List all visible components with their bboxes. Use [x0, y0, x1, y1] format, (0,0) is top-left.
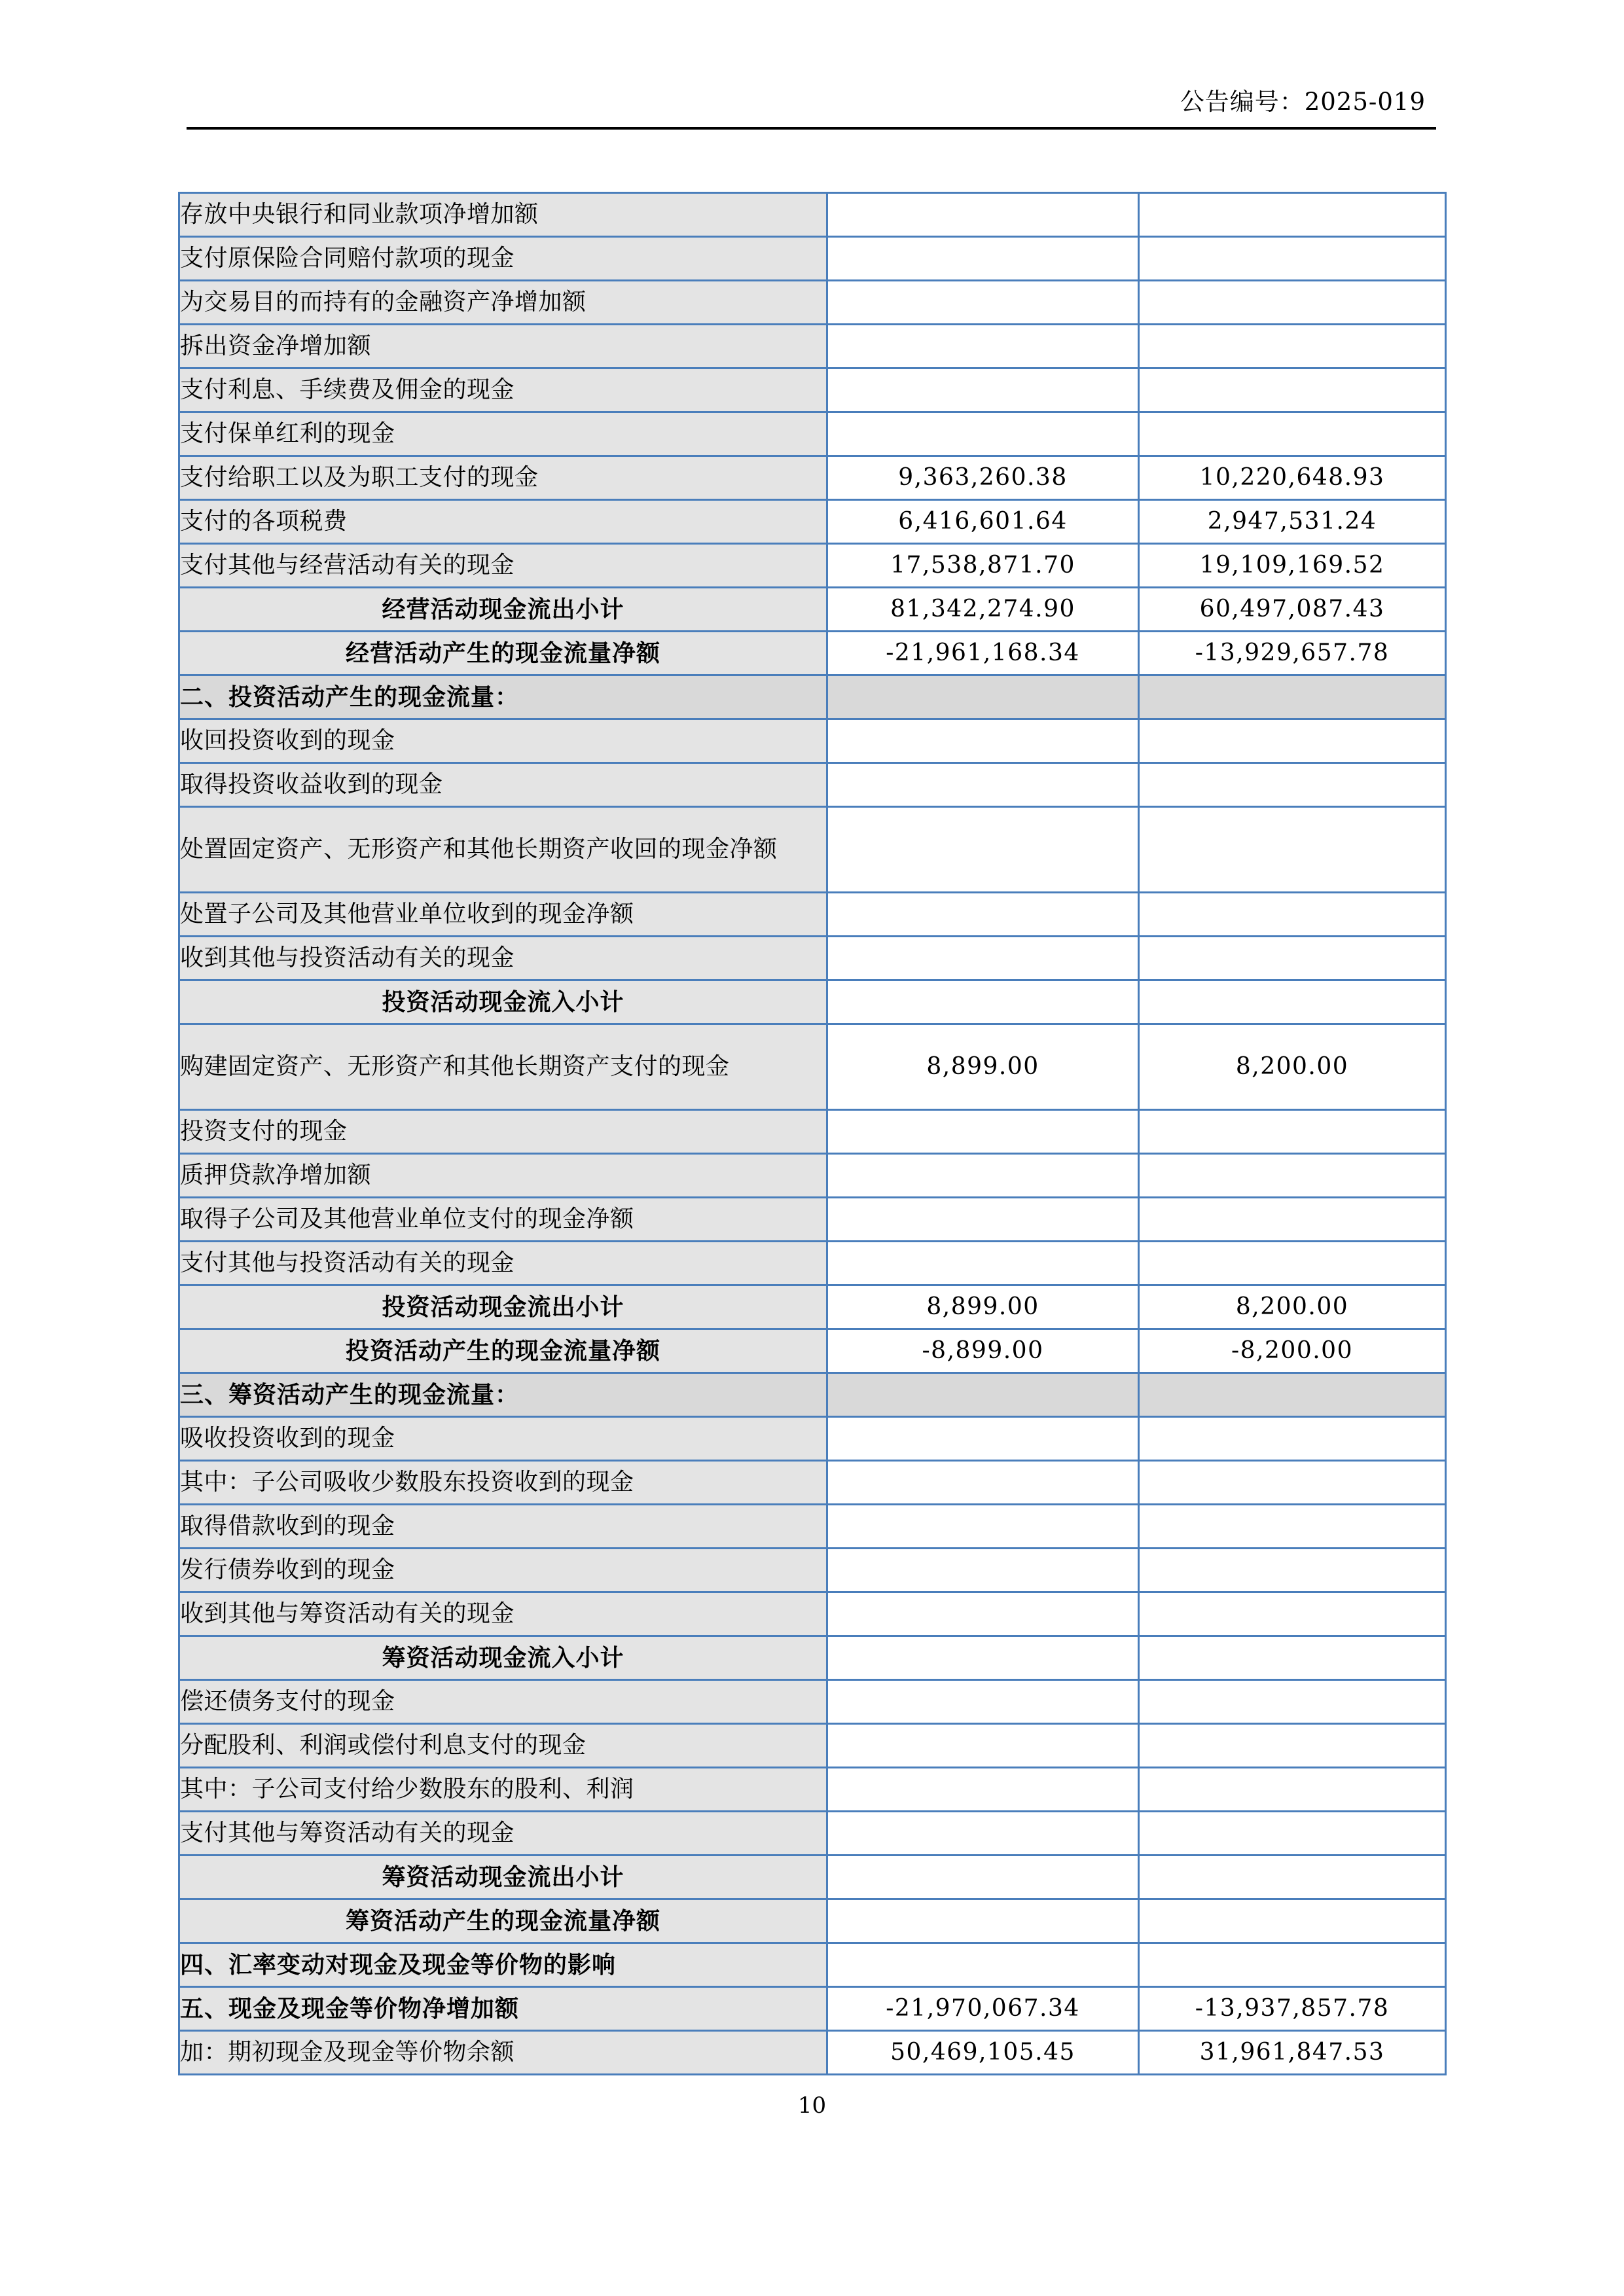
row-value-current-period: [827, 237, 1139, 281]
table-row: [179, 893, 1446, 937]
table-row: [179, 1198, 1446, 1242]
table-row: [179, 193, 1446, 237]
row-value-prior-period: [1139, 325, 1446, 368]
row-value-current-period: [827, 1461, 1139, 1505]
row-value-prior-period: [1139, 1680, 1446, 1724]
row-value-current-period: [827, 325, 1139, 368]
row-value-prior-period: [1139, 1505, 1446, 1549]
table-row: [179, 456, 1446, 500]
row-label: 支付原保险合同赔付款项的现金: [179, 237, 827, 281]
row-value-current-period: [827, 1505, 1139, 1549]
row-value-current-period: 8,899.00: [827, 1024, 1139, 1110]
row-label: 发行债券收到的现金: [179, 1549, 827, 1592]
table-row: [179, 1373, 1446, 1417]
table-row: [179, 1899, 1446, 1943]
header-rule: [187, 127, 1436, 130]
row-value-current-period: [827, 1636, 1139, 1680]
table-row: [179, 588, 1446, 632]
row-label: 经营活动产生的现金流量净额: [179, 632, 827, 675]
row-value-prior-period: [1139, 675, 1446, 719]
row-label: 吸收投资收到的现金: [179, 1417, 827, 1461]
row-value-prior-period: 31,961,847.53: [1139, 2031, 1446, 2075]
row-value-prior-period: 8,200.00: [1139, 1024, 1446, 1110]
row-label: 分配股利、利润或偿付利息支付的现金: [179, 1724, 827, 1768]
row-label: 取得借款收到的现金: [179, 1505, 827, 1549]
table-row: [179, 1505, 1446, 1549]
table-row: [179, 1549, 1446, 1592]
row-value-current-period: 81,342,274.90: [827, 588, 1139, 632]
row-label: 收到其他与筹资活动有关的现金: [179, 1592, 827, 1636]
table-row: [179, 1636, 1446, 1680]
row-value-prior-period: [1139, 368, 1446, 412]
table-row: [179, 544, 1446, 588]
table-row: [179, 412, 1446, 456]
row-label: 其中：子公司吸收少数股东投资收到的现金: [179, 1461, 827, 1505]
row-label: 筹资活动产生的现金流量净额: [179, 1899, 827, 1943]
row-value-prior-period: 60,497,087.43: [1139, 588, 1446, 632]
row-value-prior-period: -13,929,657.78: [1139, 632, 1446, 675]
table-row: [179, 632, 1446, 675]
page-number: 10: [797, 2092, 827, 2119]
row-value-current-period: 50,469,105.45: [827, 2031, 1139, 2075]
row-value-current-period: [827, 281, 1139, 325]
row-label: 筹资活动现金流出小计: [179, 1856, 827, 1899]
table-row: [179, 281, 1446, 325]
row-value-current-period: [827, 1592, 1139, 1636]
row-value-prior-period: -8,200.00: [1139, 1329, 1446, 1373]
table-row: [179, 980, 1446, 1024]
row-value-prior-period: [1139, 893, 1446, 937]
table-row: [179, 1024, 1446, 1110]
row-value-current-period: [827, 1373, 1139, 1417]
row-value-prior-period: [1139, 980, 1446, 1024]
table-row: [179, 719, 1446, 763]
row-value-prior-period: [1139, 1373, 1446, 1417]
row-value-current-period: [827, 1154, 1139, 1198]
row-value-prior-period: [1139, 1417, 1446, 1461]
row-value-current-period: [827, 893, 1139, 937]
row-value-prior-period: 19,109,169.52: [1139, 544, 1446, 588]
row-value-current-period: 8,899.00: [827, 1285, 1139, 1329]
row-label: 偿还债务支付的现金: [179, 1680, 827, 1724]
table-row: [179, 1242, 1446, 1285]
table-row: [179, 500, 1446, 544]
row-value-current-period: [827, 1724, 1139, 1768]
table-row: [179, 763, 1446, 807]
row-value-current-period: [827, 1110, 1139, 1154]
row-value-prior-period: [1139, 1943, 1446, 1987]
row-value-current-period: -8,899.00: [827, 1329, 1139, 1373]
table-row: [179, 807, 1446, 893]
row-value-prior-period: [1139, 1198, 1446, 1242]
row-label: 四、汇率变动对现金及现金等价物的影响: [179, 1943, 827, 1987]
row-value-prior-period: [1139, 1768, 1446, 1812]
table-row: [179, 2031, 1446, 2075]
table-row: [179, 237, 1446, 281]
table-row: [179, 1856, 1446, 1899]
row-value-current-period: [827, 1899, 1139, 1943]
row-value-prior-period: [1139, 719, 1446, 763]
row-label: 拆出资金净增加额: [179, 325, 827, 368]
row-value-current-period: [827, 1856, 1139, 1899]
cash-flow-table: [178, 192, 1447, 2075]
row-label: 支付保单红利的现金: [179, 412, 827, 456]
row-value-prior-period: [1139, 1856, 1446, 1899]
row-label: 加：期初现金及现金等价物余额: [179, 2031, 827, 2075]
row-value-current-period: 6,416,601.64: [827, 500, 1139, 544]
row-value-prior-period: [1139, 1592, 1446, 1636]
row-value-prior-period: [1139, 1242, 1446, 1285]
row-label: 支付给职工以及为职工支付的现金: [179, 456, 827, 500]
row-value-prior-period: [1139, 193, 1446, 237]
row-value-prior-period: 2,947,531.24: [1139, 500, 1446, 544]
row-value-prior-period: [1139, 1461, 1446, 1505]
table-row: [179, 1724, 1446, 1768]
row-value-current-period: [827, 807, 1139, 893]
row-value-current-period: [827, 980, 1139, 1024]
row-label: 投资支付的现金: [179, 1110, 827, 1154]
row-value-current-period: [827, 719, 1139, 763]
row-value-prior-period: [1139, 1812, 1446, 1856]
row-value-current-period: 9,363,260.38: [827, 456, 1139, 500]
table-row: [179, 1154, 1446, 1198]
row-label: 二、投资活动产生的现金流量：: [179, 675, 827, 719]
row-value-current-period: 17,538,871.70: [827, 544, 1139, 588]
row-value-prior-period: [1139, 237, 1446, 281]
row-value-current-period: [827, 1768, 1139, 1812]
row-value-current-period: [827, 368, 1139, 412]
row-label: 经营活动现金流出小计: [179, 588, 827, 632]
table-row: [179, 937, 1446, 980]
row-value-prior-period: [1139, 937, 1446, 980]
row-value-prior-period: [1139, 1899, 1446, 1943]
row-value-current-period: [827, 763, 1139, 807]
row-label: 处置固定资产、无形资产和其他长期资产收回的现金净额: [179, 807, 827, 893]
row-label: 三、筹资活动产生的现金流量：: [179, 1373, 827, 1417]
row-label: 支付其他与筹资活动有关的现金: [179, 1812, 827, 1856]
table-row: [179, 1680, 1446, 1724]
row-value-prior-period: [1139, 1724, 1446, 1768]
row-label: 支付的各项税费: [179, 500, 827, 544]
cash-flow-table-body: [179, 193, 1446, 2075]
table-row: [179, 1329, 1446, 1373]
table-row: [179, 1110, 1446, 1154]
row-label: 支付其他与经营活动有关的现金: [179, 544, 827, 588]
row-label: 支付利息、手续费及佣金的现金: [179, 368, 827, 412]
row-label: 投资活动现金流入小计: [179, 980, 827, 1024]
row-value-current-period: [827, 1242, 1139, 1285]
cash-flow-statement-table: [178, 192, 1445, 2075]
row-label: 处置子公司及其他营业单位收到的现金净额: [179, 893, 827, 937]
row-label: 质押贷款净增加额: [179, 1154, 827, 1198]
row-value-current-period: [827, 1943, 1139, 1987]
row-label: 收到其他与投资活动有关的现金: [179, 937, 827, 980]
row-label: 收回投资收到的现金: [179, 719, 827, 763]
row-value-current-period: -21,961,168.34: [827, 632, 1139, 675]
row-value-prior-period: [1139, 807, 1446, 893]
row-value-prior-period: 10,220,648.93: [1139, 456, 1446, 500]
row-label: 其中：子公司支付给少数股东的股利、利润: [179, 1768, 827, 1812]
row-label: 支付其他与投资活动有关的现金: [179, 1242, 827, 1285]
row-label: 投资活动现金流出小计: [179, 1285, 827, 1329]
row-value-prior-period: [1139, 1636, 1446, 1680]
row-value-prior-period: 8,200.00: [1139, 1285, 1446, 1329]
table-row: [179, 1592, 1446, 1636]
row-value-current-period: [827, 1680, 1139, 1724]
row-value-current-period: [827, 1549, 1139, 1592]
row-label: 取得子公司及其他营业单位支付的现金净额: [179, 1198, 827, 1242]
row-value-prior-period: [1139, 281, 1446, 325]
row-label: 五、现金及现金等价物净增加额: [179, 1987, 827, 2031]
table-row: [179, 1768, 1446, 1812]
table-row: [179, 1417, 1446, 1461]
row-value-prior-period: -13,937,857.78: [1139, 1987, 1446, 2031]
table-row: [179, 1285, 1446, 1329]
row-label: 取得投资收益收到的现金: [179, 763, 827, 807]
row-value-current-period: [827, 1417, 1139, 1461]
row-value-current-period: [827, 1812, 1139, 1856]
row-label: 存放中央银行和同业款项净增加额: [179, 193, 827, 237]
row-value-prior-period: [1139, 1549, 1446, 1592]
row-value-current-period: [827, 937, 1139, 980]
announcement-number: 公告编号：2025-019: [1180, 88, 1426, 116]
row-value-current-period: [827, 675, 1139, 719]
row-value-prior-period: [1139, 1110, 1446, 1154]
page-header: [187, 85, 1436, 130]
row-value-prior-period: [1139, 763, 1446, 807]
row-label: 投资活动产生的现金流量净额: [179, 1329, 827, 1373]
row-value-current-period: [827, 1198, 1139, 1242]
row-value-current-period: -21,970,067.34: [827, 1987, 1139, 2031]
row-value-prior-period: [1139, 1154, 1446, 1198]
row-value-current-period: [827, 193, 1139, 237]
row-value-prior-period: [1139, 412, 1446, 456]
table-row: [179, 1987, 1446, 2031]
table-row: [179, 1461, 1446, 1505]
table-row: [179, 675, 1446, 719]
table-row: [179, 1943, 1446, 1987]
table-row: [179, 325, 1446, 368]
table-row: [179, 368, 1446, 412]
row-label: 筹资活动现金流入小计: [179, 1636, 827, 1680]
row-label: 购建固定资产、无形资产和其他长期资产支付的现金: [179, 1024, 827, 1110]
table-row: [179, 1812, 1446, 1856]
row-value-current-period: [827, 412, 1139, 456]
row-label: 为交易目的而持有的金融资产净增加额: [179, 281, 827, 325]
